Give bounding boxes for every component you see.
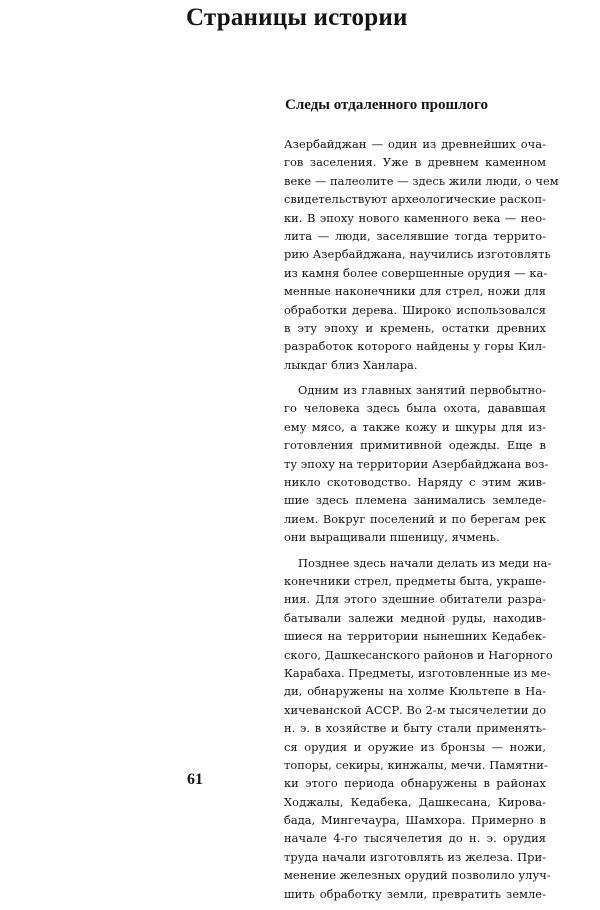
text-line: лита — люди, заселявшие тогда террито-	[284, 228, 546, 243]
text-line: ния. Для этого здешние обитатели разра-	[284, 592, 546, 607]
text-line: Азербайджан — один из древнейших оча-	[284, 137, 546, 151]
text-line: батывали залежи медной руды, находив-	[284, 610, 546, 625]
text-line: свидетельствуют археологические раскоп-	[284, 192, 546, 207]
text-line: разработок которого найдены у горы Кил-	[284, 339, 546, 354]
text-line: лием. Вокруг поселений и по берегам рек	[284, 511, 546, 526]
text-line: ки. В эпоху нового каменного века — нео-	[284, 210, 546, 225]
text-line: рию Азербайджана, научились изготовлять	[284, 247, 551, 262]
text-line: топоры, секиры, кинжалы, мечи. Памятни-	[284, 757, 548, 772]
text-line: шить обработку земли, превратить земле-	[284, 886, 546, 901]
text-line: ему мясо, а также кожу и шкуры для из-	[284, 419, 546, 434]
text-line: гов заселения. Уже в древнем каменном	[284, 155, 546, 170]
text-line: шиеся на территории нынешних Кедабек-	[284, 629, 546, 644]
text-line: готовления примитивной одежды. Еще в	[284, 438, 546, 453]
text-line: Ходжалы, Кедабека, Дашкесана, Кирова-	[284, 794, 546, 809]
text-line: конечники стрел, предметы быта, украше-	[284, 573, 546, 588]
text-line: го человека здесь была охота, дававшая	[284, 401, 546, 416]
text-line: обработки дерева. Широко использовался	[284, 302, 546, 317]
text-line: в эту эпоху и кремень, остатки древних	[284, 320, 546, 335]
text-line: Карабаха. Предметы, изготовленные из ме-	[284, 665, 551, 680]
text-line: ту эпоху на территории Азербайджана воз-	[284, 456, 549, 471]
text-line: ки этого периода обнаружены в районах	[284, 776, 546, 791]
text-line: ся орудия и оружие из бронзы — ножи,	[284, 739, 546, 754]
page-number: 61	[187, 771, 203, 788]
body-text	[284, 135, 559, 910]
text-line: Одним из главных занятий первобытно-	[298, 383, 546, 398]
page-title: Страницы истории	[186, 4, 408, 31]
paragraph-3	[284, 554, 553, 903]
text-line: менение железных орудий позволило улуч-	[284, 868, 551, 883]
paragraph-1	[284, 135, 559, 374]
text-line: ского, Дашкесанского районов и Нагорного	[284, 647, 553, 662]
text-line: лыкдаг близ Ханлара.	[284, 357, 418, 372]
section-heading: Следы отдаленного прошлого	[285, 97, 488, 113]
text-line: Позднее здесь начали делать из меди на-	[298, 555, 552, 570]
text-line: менные наконечники для стрел, ножи для	[284, 284, 546, 299]
text-line: ди, обнаружены на холме Кюльтепе в На-	[284, 684, 546, 699]
text-line: они выращивали пшеницу, ячмень.	[284, 530, 500, 545]
text-line: никло скотоводство. Наряду с этим жив-	[284, 475, 546, 490]
text-line: шие здесь племена занимались земледе-	[284, 493, 546, 508]
text-line: из камня более совершенные орудия — ка-	[284, 265, 548, 280]
text-line: веке — палеолите — здесь жили люди, о чем	[284, 173, 559, 188]
text-line: бада, Мингечаура, Шамхора. Примерно в	[284, 813, 546, 828]
paragraph-2	[284, 381, 549, 547]
text-line: хичеванской АССР. Во 2-м тысячелетии до	[284, 702, 547, 717]
text-line: начале 4-го тысячелетия до н. э. орудия	[284, 831, 546, 846]
text-line: н. э. в хозяйстве и быту стали применять-	[284, 721, 546, 736]
text-line: труда начали изготовлять из железа. При-	[284, 849, 546, 864]
